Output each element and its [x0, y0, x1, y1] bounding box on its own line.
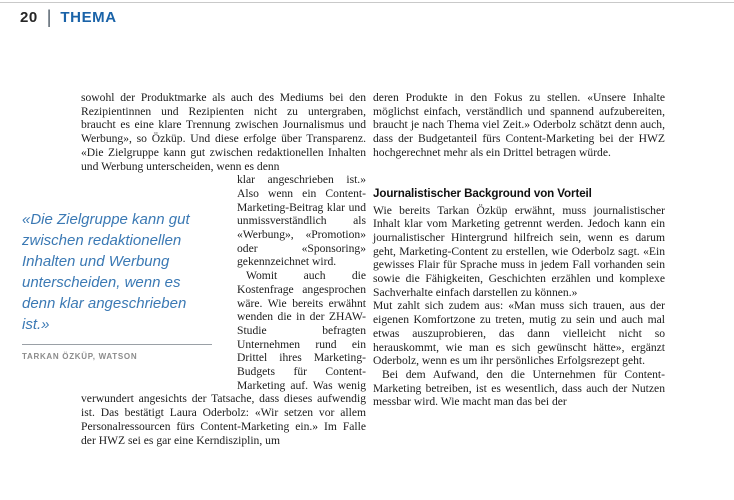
- pullquote-attribution: TARKAN ÖZKÜP, WATSON: [22, 344, 212, 364]
- pullquote-text: «Die Zielgruppe kann gut zwischen redaktionellen Inhalten und Werbung unterscheiden, wenn es denn klar angeschrieben ist.»: [22, 211, 190, 334]
- body-paragraph: [81, 91, 366, 173]
- paragraph-text: klar angeschrieben ist.» Also wenn ein Content-Marketing-Beitrag klar und unmissverständlich als «Werbung», «Promotion» oder «Sponsoring» gekennzeichnet wird.: [237, 173, 366, 269]
- page-number: 20: [20, 9, 38, 26]
- body-paragraph: Mut zahlt sich zudem aus: «Man muss sich trauen, aus der eigenen Komfortzone zu treten, mutig zu sein und auch mal etwas auszuprobieren, das dann vielleicht nicht so herauskommt, wie man es sich gewünscht hätte», ergänzt Oderbolz, wenn es um ihr persönliches Erfolgsrezept geht.: [373, 299, 665, 368]
- pullquote: [22, 209, 212, 364]
- section-subheading: Journalistischer Background von Vorteil: [373, 186, 592, 200]
- page-header: [20, 9, 117, 27]
- left-column: [22, 91, 366, 447]
- body-paragraph: Bei dem Aufwand, den die Unternehmen für Content-Marketing betreiben, ist es wesentlich, dass auch der Nutzen messbar wird. Wie macht man das bei der: [373, 367, 665, 409]
- article-body: [22, 91, 665, 447]
- body-paragraph: deren Produkte in den Fokus zu stellen. «Unsere Inhalte möglichst einfach, verständlich und spannend aufzubereiten, braucht je nach Thema viel Zeit.» Oderbolz schätzt denn auch, dass der Budgetanteil fürs Content-Marketing bei der HWZ hochgerechnet mehr als ein Drittel betragen würde.: [373, 91, 665, 159]
- right-column: [373, 91, 665, 447]
- top-rule: [0, 2, 734, 3]
- header-separator: |: [46, 7, 52, 27]
- paragraph-text: sowohl der Produktmarke als auch des Mediums bei den Rezipientinnen und Rezipienten nicht zu untergraben, braucht es eine klare Trennung zwischen Journalismus und Werbung», so Özküp. Und diese erfolge über Transparenz. «Die Zielgruppe kann gut zwischen redaktionellen Inhalten und Werbung unterscheiden, wenn es denn: [81, 91, 366, 173]
- section-title: THEMA: [60, 9, 117, 26]
- body-paragraph: Womit auch die Kostenfrage angesprochen wäre. Wie bereits erwähnt wenden die in der ZHAW-Studie befragten Unternehmen rund ein Drittel ihres Marketing-Budgets für Content-Marketing auf. Was wenig verwundert angesichts der Tatsache, dass dieses aufwendig ist. Das bestätigt Laura Oderbolz: «Wir setzen vor allem Personalressourcen fürs Content-Marketing ein.» Im Falle der HWZ sei es gar eine Kerndisziplin, um: [81, 269, 366, 447]
- body-paragraph: Wie bereits Tarkan Özküp erwähnt, muss journalistischer Inhalt klar vom Marketing getrennt werden. Jedoch kann ein journalistischer Hintergrund hilfreich sein, wenn es darum geht, Marketing-Content zu erstellen, wie Oderbolz sagt. «Ein gewisses Flair für Sprache muss in jedem Fall vorhanden sein sowie die Fähigkeiten, Geschichten erzählen und komplexe Sachverhalte einfach darstellen zu können.»: [373, 203, 665, 299]
